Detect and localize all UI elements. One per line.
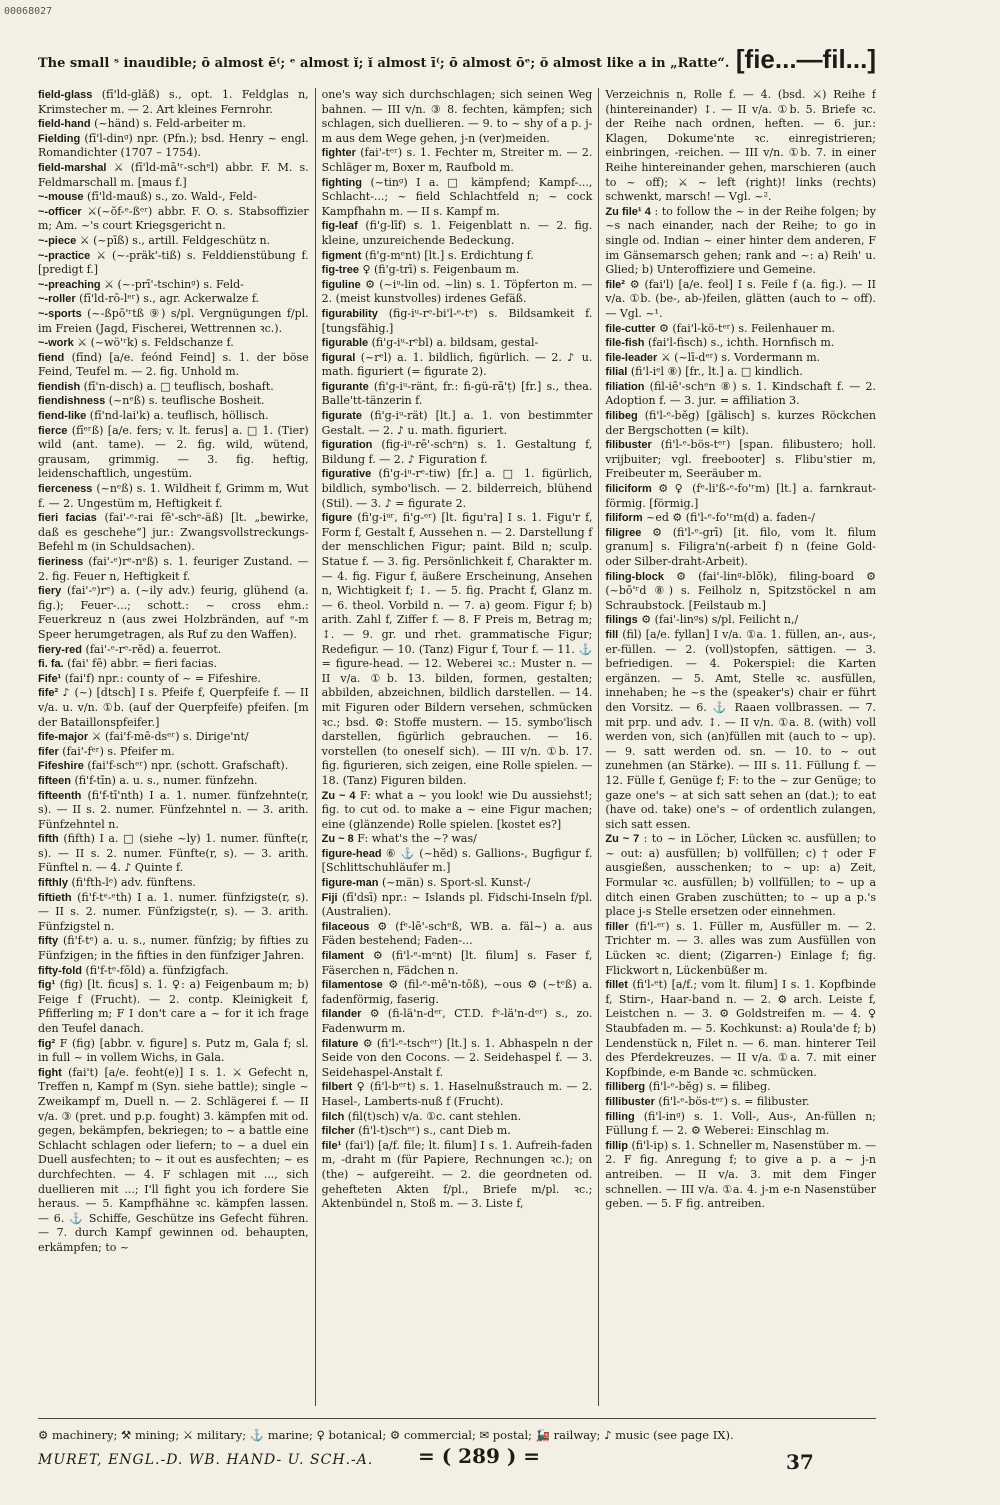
- dictionary-entry: [38, 978, 309, 1036]
- entry-definition: ⚙ ♀ (fᵉ-li'ß-ᵉ-fo'ʳm) [lt.] a. farnkraut-förmig. [förmig.]: [605, 482, 876, 510]
- dictionary-entry: [322, 847, 593, 876]
- dictionary-entry: [322, 1110, 593, 1125]
- entry-definition: : to ~ in Löcher, Lücken ꝛc. ausfüllen; to ~ out: a) ausfüllen; b) vollfüllen; c) † oder F ausgießen, ausschenken; to ~ up: a) Zeit, Formular ꝛc. ausfüllen; b) vollfüllen; to ~ up a ditch einen Graben zuschütten; to ~ up a p.'s place j-s Stelle ersetzen oder einnehmen.: [605, 832, 876, 919]
- dictionary-entry: [38, 278, 309, 293]
- dictionary-entry: [38, 964, 309, 979]
- entry-definition: (fifth) I a. □ (siehe ~ly) 1. numer. fünfte(r, s). — II s. 2. numer. Fünfte(r, s). — 3. arith. Fünftel n. — 4. ♪ Quinte f.: [38, 832, 309, 875]
- entry-headword: fierceness: [38, 483, 93, 496]
- entry-headword: ~-roller: [38, 293, 76, 306]
- entry-headword: fifty-fold: [38, 964, 82, 977]
- entry-definition: (fi'g-iᵘ-rät) [lt.] a. 1. von bestimmter Gestalt. — 2. ♪ u. math. figuriert.: [321, 409, 593, 437]
- entry-definition: ⚙ (fai'-linᵍs) s/pl. Feilicht n,/: [641, 613, 799, 627]
- entry-headword: figurability: [321, 307, 378, 320]
- entry-definition: ~ed ⚙ (fi'l-ᵉ-fo'ʳm(d) a. faden-/: [646, 511, 815, 525]
- entry-definition: (fī'ld-glăß) s., opt. 1. Feldglas n, Krimstecher m. — 2. Art kleines Fernrohr.: [38, 88, 309, 116]
- entry-definition: ⑥ ⚓ (~hĕd) s. Gallions-, Bugfigur f. [Schlittschuhläufer m.]: [321, 846, 593, 875]
- dictionary-entry: [38, 686, 309, 730]
- entry-headword: filch: [321, 1110, 345, 1123]
- entry-headword: figurante: [321, 380, 369, 393]
- entry-headword: fierce: [38, 424, 68, 437]
- dictionary-entry: [38, 132, 309, 161]
- entry-headword: file-cutter: [605, 322, 656, 335]
- dictionary-entry: [605, 365, 876, 380]
- entry-headword: fiend: [38, 351, 65, 364]
- dictionary-entry: [322, 467, 593, 511]
- entry-definition: (fai'-tᵉʳ) s. 1. Fechter m, Streiter m. — 2. Schläger m, Boxer m, Raufbold m.: [321, 146, 593, 174]
- entry-definition: (fai'-fᵉʳ) s. Pfeifer m.: [62, 744, 175, 758]
- dictionary-entry: [38, 730, 309, 745]
- entry-headword: filing-block: [605, 570, 665, 583]
- dictionary-entry: [38, 88, 309, 117]
- entry-headword: fiendishness: [38, 395, 106, 408]
- entry-headword: fig¹: [38, 979, 56, 992]
- dictionary-entry: [605, 1139, 876, 1212]
- entry-definition: (fi'l-ᵉ-bös-tᵉʳ) [span. filibustero; holl. vrijbuiter; vgl. freebooter] s. Flibu'stier m, Freibeuter m, Seeräuber m.: [605, 438, 876, 481]
- entry-definition: (fi'l-ᵉʳ) s. 1. Füller m, Ausfüller m. — 2. Trichter m. — 3. alles was zum Ausfüllen von Lücken ꝛc. dient; (Zigarren-) Einlage f; fig. Flickwort n, Lückenbüßer m.: [605, 919, 876, 977]
- entry-headword: filiciform: [605, 483, 652, 496]
- entry-headword: fight: [38, 1066, 62, 1079]
- entry-definition: ⚙ (fai'l) [a/e. feol] I s. Feile f (a. fig.). — II v/a. ①b. (be-, ab-)feilen, glätten (auch to ~ off). — Vgl. ~¹.: [605, 277, 876, 320]
- entry-definition: ⚙ (fai'-linᵍ-blŏk), filing-board ⚙ (~bō'ʳd ⑧) s. Feilholz n, Spitzstöckel n am Schraubstock. [Feilstaub m.]: [605, 569, 876, 612]
- entry-definition: (fi'fth-lᵉ) adv. fünftens.: [71, 876, 196, 890]
- entry-headword: fighting: [321, 176, 362, 189]
- dictionary-entry: [605, 511, 876, 526]
- entry-definition: ⚙ (~iᵘ-lin od. ~lin) s. 1. Töpferton m. — 2. (meist kunstvolles) irdenes Gefäß.: [321, 277, 593, 306]
- entry-headword: fillet: [605, 979, 628, 992]
- entry-definition: (fig-iᵘ-rē'-schᵉn) s. 1. Gestaltung f, Bildung f. — 2. ♪ Figuration f.: [321, 438, 593, 466]
- dictionary-entry: [38, 161, 309, 190]
- entry-definition: (fi'g-līf) s. 1. Feigenblatt n. — 2. fig. kleine, unzureichende Bedeckung.: [321, 219, 593, 247]
- dictionary-entry: [38, 234, 309, 249]
- entry-definition: ⚙ (fᵉ-lē'-schᵉß, WB. a. fäl~) a. aus Fäden bestehend; Faden-...: [321, 919, 593, 948]
- dictionary-entry: [38, 190, 309, 205]
- dictionary-entry: [605, 1110, 876, 1139]
- entry-definition: (fil) [a/e. fyllan] I v/a. ①a. 1. füllen, an-, aus-, er-füllen. — 2. (voll)stopfen, sättigen. — 3. befriedigen. — 4. Pokerspiel: die Karten ergänzen. — 5. Amt, Stelle ꝛc. ausfüllen, innehaben; he ~s the (speaker's) chair er führt den Vorsitz. — 6. ⚓ Raaen vollbrassen. — 7. mit prp. und adv. ↕. — II v/n. ①a. 8. (with) voll werden von, sich (an)füllen mit (auch to ~ up). — 9. satt werden od. sn. — 10. to ~ out zunehmen (an Stärke). — III s. 11. Füllung f. — 12. Fülle f, Genüge f; F: to the ~ zur Genüge; to gaze one's ~ at sich satt sehen an (dat.); to eat (have od. take) one's ~ of ordentlich zulangen, sich satt essen.: [605, 627, 876, 831]
- entry-definition: (fī'ld-mauß) s., zo. Wald-, Feld-: [87, 190, 257, 204]
- entry-headword: fi. fa.: [38, 658, 64, 671]
- entry-definition: (~män) s. Sport-sl. Kunst-/: [382, 876, 531, 890]
- entry-headword: filbert: [321, 1081, 353, 1094]
- entry-headword: filander: [321, 1008, 362, 1021]
- entry-definition: (fi'l-ᵉ-bös-tᵉʳ) s. = filibuster.: [658, 1094, 810, 1108]
- dictionary-entry: [322, 336, 593, 351]
- dictionary-entry: [38, 934, 309, 963]
- dictionary-entry: [38, 832, 309, 876]
- entry-definition: F (fig) [abbr. v. figure] s. Putz m, Gala f; sl. in full ~ in vollem Wichs, in Gala.: [38, 1036, 309, 1065]
- entry-definition: (fi'l-iᵉl ⑧) [fr., lt.] a. □ kindlich.: [630, 365, 803, 379]
- dictionary-entry: [38, 117, 309, 132]
- dictionary-entry: [322, 978, 593, 1007]
- entry-definition: (fī'nd-lai'k) a. teuflisch, höllisch.: [89, 409, 269, 423]
- entry-definition: ⚔ (~wö'ʳk) s. Feldschanze f.: [77, 336, 234, 350]
- dictionary-entry: [322, 88, 593, 146]
- dictionary-entry: [605, 409, 876, 438]
- entry-definition: (fī'dsī) npr.: ~ Islands pl. Fidschi-Inseln f/pl. (Australien).: [321, 890, 593, 919]
- entry-definition: (fi'l-ᵉ-bĕg) [gälisch] s. kurzes Röckchen der Bergschotten (= kilt).: [605, 409, 876, 437]
- entry-headword: file¹: [321, 1139, 342, 1152]
- dictionary-entry: [322, 219, 593, 248]
- entry-definition: (fil(t)sch) v/a. ①c. cant stehlen.: [347, 1109, 522, 1123]
- entry-definition: ⚙ (fi'l-ᵉ-mᵉnt) [lt. filum] s. Faser f, Fäserchen n, Fädchen n.: [321, 949, 593, 977]
- entry-headword: figuline: [321, 278, 361, 291]
- dictionary-entry: [605, 832, 876, 920]
- entry-definition: (fi'l-t)schᵉʳ) s., cant Dieb m.: [358, 1124, 511, 1138]
- dictionary-entry: [322, 438, 593, 467]
- entry-headword: figurable: [321, 337, 369, 350]
- entry-headword: fife-major: [38, 731, 89, 744]
- dictionary-entry: [38, 876, 309, 891]
- entry-headword: fieri facias: [38, 512, 97, 525]
- entry-headword: file-fish: [605, 337, 645, 350]
- entry-headword: ~-practice: [38, 249, 91, 262]
- entry-definition: (fai' fē) abbr. = fieri facias.: [67, 657, 218, 671]
- entry-headword: filliberg: [605, 1081, 646, 1094]
- entry-definition: ⚙ (fi'l-ᵉ-tschᵉʳ) [lt.] s. 1. Abhaspeln n der Seide von den Cocons. — 2. Seidehaspel f. — 3. Seidehaspel-Anstalt f.: [321, 1036, 593, 1079]
- entry-definition: (fīnd) [a/e. feónd Feind] s. 1. der böse Feind, Teufel m. — 2. fig. Unhold m.: [38, 350, 309, 379]
- entry-definition: ♀ (fi'g-trī) s. Feigenbaum m.: [362, 263, 520, 277]
- entry-definition: ⚙ (fil-ᵉ-mē'n-tōß), ~ous ⚙ (~tᵉß) a. fadenförmig, faserig.: [321, 978, 593, 1006]
- entry-definition: ♪ (~) [dtsch] I s. Pfeife f, Querpfeife f. — II v/a. u. v/n. ①b. (auf der Querpfeife) pfeifen. [m der Bataillonspfeifer.]: [38, 686, 309, 729]
- dictionary-entry: [38, 394, 309, 409]
- column-middle: [315, 88, 600, 1406]
- entry-definition: (fai'l) [a/f. file; lt. filum] I s. 1. Aufreih-faden m, -draht m (für Papiere, Rechnungen ꝛc.); on (the) ~ aufgereiht. — 2. die geordneten od. gehefteten Akten f/pl., Briefe m/pl. ꝛc.; Aktenbündel n, Stoß m. — 3. Liste f,: [321, 1138, 593, 1211]
- entry-headword: ~-mouse: [38, 191, 84, 204]
- entry-headword: filler: [605, 920, 629, 933]
- dictionary-entry: [322, 1007, 593, 1036]
- entry-headword: fig²: [38, 1037, 56, 1050]
- dictionary-entry: [605, 205, 876, 278]
- dictionary-entry: [322, 1080, 593, 1109]
- dictionary-entry: [38, 657, 309, 672]
- dictionary-entry: [605, 1095, 876, 1110]
- dictionary-entry: [322, 511, 593, 788]
- dictionary-entry: [38, 409, 309, 424]
- scan-id: 00068027: [4, 6, 53, 17]
- entry-definition: (fig) [lt. ficus] s. 1. ♀: a) Feigenbaum m; b) Feige f (Frucht). — 2. contp. Kleinigkeit f, Pfifferling m; F I don't care a ~ for it ich frage den Teufel danach.: [38, 978, 309, 1035]
- entry-headword: filings: [605, 614, 638, 627]
- entry-definition: (fi'g-iᵘʳ, fi'g-ᵉʳ) [lt. figu'ra] I s. 1. Figu'r f, Form f, Gestalt f, Aussehen n. — 2. Darstellung f der menschlichen Figur; paint. Bild n; sculp. Statue f. — 3. fig. Persönlichkeit f, Charakter m. — 4. fig. Figur f, äußere Erscheinung, Ansehen n, Wichtigkeit f; ↕. — 5. fig. Pracht f, Glanz m. — 6. theol. Vorbild n. — 7. a) geom. Figur f; b) arith. Zahl f, Ziffer f. — 8. F Preis m, Betrag m; ↕. — 9. gr. und rhet. grammatische Figur; Redefigur. — 10. (Tanz) Figur f, Tour f. — 11. ⚓ = figure-head. — 12. Weberei ꝛc.: Muster n. — II v/a. ①b. 13. bilden, formen, gestalten; abbilden, abzeichnen, bildlich darstellen. — 14. mit Figuren oder Bildern versehen, schmücken ꝛc.; bsd. ⚙: Stoffe mustern. — 15. symbo'lisch darstellen, figürlich gebrauchen. — 16. vorstellen (to oneself sich). — III v/n. ①b. 17. fig. figurieren, sich zeigen, eine Rolle spielen. — 18. (Tanz) Figuren bilden.: [321, 511, 593, 787]
- entry-headword: filature: [321, 1037, 359, 1050]
- dictionary-entry: [38, 555, 309, 584]
- entry-definition: (fi'f-tī'nth) I a. 1. numer. fünfzehnte(r, s). — II s. 2. numer. Fünfzehntel n. — 3. arith. Fünfzehntel n.: [38, 788, 309, 831]
- entry-headword: fiend-like: [38, 410, 87, 423]
- entry-definition: (fai'-ᵉ)rᵉ-nᵉß) s. 1. feuriger Zustand. — 2. fig. Feuer n, Heftigkeit f.: [38, 555, 309, 583]
- entry-headword: Zu ~ 8: [321, 833, 354, 846]
- dictionary-entry: [605, 1080, 876, 1095]
- dictionary-entry: [605, 978, 876, 1080]
- dictionary-entry: [38, 1066, 309, 1256]
- dictionary-entry: [38, 205, 309, 234]
- entry-definition: ⚔ (~-prī'-tschinᵍ) s. Feld-: [104, 277, 244, 291]
- entry-headword: fig-leaf: [321, 220, 358, 233]
- entry-definition: ⚔ (~-präk'-tiß) s. Felddienstübung f. [predigt f.]: [38, 248, 309, 277]
- entry-headword: filial: [605, 366, 628, 379]
- entry-definition: (~tinᵍ) I a. □ kämpfend; Kampf-..., Schlacht-...; ~ field Schlachtfeld n; ~ cock Kampfhahn m. — II s. Kampf m.: [321, 175, 593, 218]
- entry-headword: Fifeshire: [38, 760, 84, 773]
- entry-headword: Fife¹: [38, 672, 62, 685]
- entry-definition: (fi'g-iᵘ-rᵉbl) a. bildsam, gestal-: [371, 336, 539, 350]
- entry-headword: file-leader: [605, 351, 658, 364]
- entry-definition: (fī'n-disch) a. □ teuflisch, boshaft.: [83, 379, 274, 393]
- column-left: [38, 88, 309, 1406]
- entry-definition: (fi'g-iᵘ-rᵉ-tiw) [fr.] a. □ 1. figürlich, bildlich, symbo'lisch. — 2. bilderreich, blühend (Stil). — 3. ♪ = figurate 2.: [321, 467, 593, 510]
- entry-headword: fiftieth: [38, 891, 72, 904]
- dictionary-entry: [38, 292, 309, 307]
- dictionary-entry: [38, 789, 309, 833]
- entry-headword: filcher: [321, 1125, 355, 1138]
- dictionary-entry: [38, 1037, 309, 1066]
- dictionary-entry: [322, 249, 593, 264]
- entry-definition: (fī'l-dinᵍ) npr. (Pfn.); bsd. Henry ~ engl. Romandichter (1707 – 1754).: [38, 131, 309, 160]
- dictionary-entry: [605, 628, 876, 832]
- dictionary-entry: [38, 774, 309, 789]
- pronunciation-header: The small ˢ inaudible; ō almost ē⁽; ᵉ almost ĭ; ĭ almost ī⁽; ō almost ōᵉ; ŏ almost like a in „Ratte“.: [38, 56, 730, 71]
- entry-definition: (fi'l-ᵉ-bĕg) s. = filibeg.: [648, 1080, 771, 1094]
- dictionary-entry: [605, 526, 876, 570]
- entry-definition: (fi'l-ᵉt) [a/f.; vom lt. filum] I s. 1. Kopfbinde f, Stirn-, Haar-band n. — 2. ⚙ arch. Leiste f, Leistchen n. — 3. ⚙ Goldstreifen m. — 4. ♀ Staubfaden m. — 5. Kochkunst: a) Roula'de f; b) Lendenstück n, Filet n. — 6. man. hinterer Teil des Pferdekreuzes. — II v/a. ①a. 7. mit einer Kopfbinde, e-m Bande ꝛc. schmücken.: [605, 978, 876, 1079]
- entry-definition: one's way sich durchschlagen; sich seinen Weg bahnen. — III v/n. ③ 8. fechten, kämpfen; sich schlagen, sich duellieren. — 9. to ~ shy of a p. j-m aus dem Wege gehen, j-n (ver)meiden.: [321, 88, 593, 145]
- entry-definition: ⚙ (fi'l-ᵉ-grī) [it. filo, vom lt. filum granum] s. Filigra'n(-arbeit f) n (feine Gold- oder Silber-draht-Arbeit).: [605, 525, 876, 568]
- entry-headword: fiery: [38, 585, 62, 598]
- entry-headword: ~-officer: [38, 205, 82, 218]
- dictionary-entry: [322, 949, 593, 978]
- entry-definition: F: what's the ~? was/: [357, 832, 477, 846]
- entry-headword: fieriness: [38, 556, 84, 568]
- entry-definition: (fīᵉʳß) [a/e. fers; v. lt. ferus] a. □ 1. (Tier) wild (ant. tame). — 2. fig. wild, wütend, grausam, grimmig. — 3. fig. heftig, leidenschaftlich, ungestüm.: [38, 423, 309, 481]
- dictionary-entry: [322, 380, 593, 409]
- entry-headword: Fiji: [321, 891, 338, 904]
- entry-definition: (fi'f-tᵉ) a. u. s., numer. fünfzig; by fifties zu Fünfzigen; in the fifties in den fünfziger Jahren.: [38, 934, 309, 963]
- entry-headword: ~-sports: [38, 307, 82, 320]
- sheet-number: 37: [786, 1450, 814, 1474]
- page-number: = ( 289 ) =: [418, 1444, 541, 1468]
- dictionary-entry: [605, 920, 876, 978]
- dictionary-entry: [38, 643, 309, 658]
- entry-definition: (fi'f-tᵉ-ᵉth) I a. 1. numer. fünfzigste(r, s). — II s. 2. numer. Fünfzigste(r, s). — 3. arith. Fünfzigstel n.: [38, 890, 309, 933]
- entry-headword: fife²: [38, 687, 59, 700]
- dictionary-entry: [38, 482, 309, 511]
- dictionary-entry: [38, 584, 309, 642]
- entry-headword: filling: [605, 1110, 635, 1123]
- entry-definition: (fai'-ᵉ-rᵉ-rĕd) a. feuerrot.: [85, 642, 222, 656]
- entry-headword: figural: [321, 351, 356, 364]
- entry-definition: (fī'ld-rō-lᵉʳ) s., agr. Ackerwalze f.: [79, 292, 260, 306]
- dictionary-entry: [38, 672, 309, 687]
- entry-headword: fiery-red: [38, 643, 83, 656]
- entry-headword: file²: [605, 278, 625, 291]
- dictionary-entry: [605, 322, 876, 337]
- dictionary-entry: [322, 832, 593, 847]
- entry-definition: (~händ) s. Feld-arbeiter m.: [94, 117, 247, 131]
- dictionary-entry: [38, 351, 309, 380]
- entry-definition: (~nᵉß) s. 1. Wildheit f, Grimm m, Wut f. — 2. Ungestüm m, Heftigkeit f.: [38, 482, 309, 510]
- entry-headword: fill: [605, 628, 619, 641]
- entry-definition: (fi'l-ip) s. 1. Schneller m, Nasenstüber m. — 2. F fig. Anregung f; to give a p. a ~ j-n antreiben. — II v/a. 3. mit dem Finger schnellen. — III v/a. ①a. 4. j-m e-n Nasenstüber geben. — 5. F fig. antreiben.: [605, 1138, 876, 1211]
- dictionary-entry: [322, 1124, 593, 1139]
- dictionary-entry: [322, 263, 593, 278]
- dictionary-entry: [605, 570, 876, 614]
- dictionary-entry: [605, 351, 876, 366]
- entry-headword: figure-man: [321, 877, 379, 890]
- entry-definition: (fai'f-schᵉʳ) npr. (schott. Grafschaft).: [87, 759, 289, 773]
- entry-definition: ⚔ (~pīß) s., artill. Feldgeschütz n.: [79, 233, 271, 247]
- dictionary-entry: [322, 146, 593, 175]
- entry-headword: fifer: [38, 745, 59, 758]
- page-range-tag: [fie...—fil...]: [735, 44, 876, 74]
- dictionary-entry: [322, 278, 593, 307]
- entry-definition: (~rᵉl) a. 1. bildlich, figürlich. — 2. ♪ u. math. figuriert (= figurate 2).: [321, 350, 593, 379]
- entry-headword: field-hand: [38, 118, 91, 131]
- book-imprint: MURET, ENGL.-D. WB. HAND- U. SCH.-A.: [38, 1452, 374, 1468]
- entry-definition: (fil-iē'-schᵉn ⑧) s. 1. Kindschaft f. — 2. Adoption f. — 3. jur. = affiliation 3.: [605, 379, 876, 408]
- entry-headword: filigree: [605, 526, 642, 539]
- entry-headword: Fielding: [38, 132, 81, 145]
- entry-headword: ~-preaching: [38, 278, 101, 291]
- dictionary-entry: [605, 88, 876, 205]
- entry-headword: filaceous: [321, 920, 370, 933]
- entry-headword: figure-head: [321, 847, 382, 860]
- dictionary-entry: [322, 920, 593, 949]
- entry-definition: ♀ (fi'l-bᵉʳt) s. 1. Haselnußstrauch m. — 2. Hasel-, Lamberts-nuß f (Frucht).: [321, 1080, 593, 1108]
- entry-definition: (fi'f-tᵉ-fōld) a. fünfzigfach.: [85, 963, 229, 977]
- dictionary-entry: [322, 351, 593, 380]
- dictionary-entry: [605, 438, 876, 482]
- entry-definition: (fai'f) npr.: county of ~ = Fifeshire.: [64, 671, 261, 685]
- dictionary-entry: [38, 336, 309, 351]
- dictionary-entry: [322, 409, 593, 438]
- entry-definition: : to follow the ~ in der Reihe folgen; by ~s nach einander, nach der Reihe; to go in single od. Indian ~ einer hinter dem anderen, F im Gänsemarsch gehen; rank and ~: a) Reih' u. Glied; b) Unteroffiziere und Gemeine.: [605, 204, 876, 277]
- dictionary-entry: [38, 891, 309, 935]
- dictionary-entry: [605, 613, 876, 628]
- dictionary-entry: [322, 307, 593, 336]
- dictionary-entry: [322, 876, 593, 891]
- entry-headword: fig-tree: [321, 264, 359, 277]
- entry-definition: (fi'f-tīn) a. u. s., numer. fünfzehn.: [74, 773, 258, 787]
- entry-headword: filament: [321, 950, 364, 963]
- dictionary-entry: [605, 380, 876, 409]
- entry-definition: Verzeichnis n, Rolle f. — 4. (bsd. ⚔) Reihe f (hintereinander) ↕. — II v/a. ①b. 5. Briefe ꝛc. der Reihe nach ordnen, heften. — 6. jur.: Klagen, Dokume'nte ꝛc. einregistrieren; einbringen, -reichen. — III v/n. ①b. 7. in einer Reihe hintereinander gehen, marschieren (auch to ~ off); ⚔ ~ left (right)! links (rechts) schwenkt, marsch! — Vgl. ~².: [605, 88, 876, 204]
- entry-definition: (fai'-ᵉ-rai fē'-schᵉ-äß) [lt. „bewirke, daß es geschehe“] jur.: Zwangsvollstreckungs-Befehl m (in Schuldsachen).: [38, 511, 309, 554]
- dictionary-entry: [322, 891, 593, 920]
- entry-definition: ⚔ (fai'f-mē-dsᵉʳ) s. Dirige'nt/: [91, 730, 249, 744]
- entry-headword: Zu file¹ 4: [605, 205, 651, 218]
- entry-headword: Zu ~ 4: [321, 789, 356, 802]
- entry-headword: filamentose: [321, 979, 383, 992]
- entry-headword: fifteen: [38, 774, 71, 787]
- entry-headword: filibuster: [605, 439, 652, 452]
- entry-headword: field-glass: [38, 89, 93, 101]
- entry-definition: (fi'g-mᵉnt) [lt.] s. Erdichtung f.: [364, 248, 534, 262]
- entry-definition: ⚙ (fai'l-kö-tᵉʳ) s. Feilenhauer m.: [658, 321, 836, 335]
- entry-definition: (fig-iᵘ-rᵉ-bi'l-ᵉ-tᵉ) s. Bildsamkeit f. [tungsfähig.]: [321, 306, 593, 335]
- entry-definition: (fai'l-fisch) s., ichth. Hornfisch m.: [647, 336, 835, 350]
- dictionary-entry: [605, 336, 876, 351]
- entry-definition: ⚔ (~lī-dᵉʳ) s. Vordermann m.: [660, 350, 821, 364]
- entry-headword: fifty: [38, 935, 59, 948]
- entry-headword: fifteenth: [38, 789, 82, 802]
- entry-headword: fifth: [38, 833, 59, 846]
- dictionary-entry: [605, 482, 876, 511]
- entry-headword: fighter: [321, 147, 356, 160]
- dictionary-entry: [38, 745, 309, 760]
- dictionary-entry: [38, 249, 309, 278]
- dictionary-entry: [38, 307, 309, 336]
- entry-headword: fillip: [605, 1139, 628, 1152]
- dictionary-entry: [38, 759, 309, 774]
- dictionary-entry: [322, 1037, 593, 1081]
- footer-divider: [38, 1418, 876, 1419]
- dictionary-columns: [38, 88, 876, 1406]
- entry-definition: (fai't) [a/e. feoht(e)] I s. 1. ⚔ Gefecht n, Treffen n, Kampf m (Syn. siehe battle); single ~ Zweikampf m, Duell n. — 2. Schlägerei f. — II v/a. ③ (pret. und p.p. fought) 3. kämpfen mit od. gegen, bekämpfen, bekriegen; to ~ a battle eine Schlacht schlagen oder liefern; to ~ a duel ein Duell ausfechten; to ~ it out es ausfechten; ~ es durchfechten. — 4. F schlagen mit ..., sich duellieren mit ...; I'll fight you ich fordere Sie heraus. — 5. Kampfhähne ꝛc. kämpfen lassen. — 6. ⚓ Schiffe, Geschütze ins Gefecht führen. — 7. durch Kampf gewinnen od. behaupten, erkämpfen; to ~: [38, 1065, 309, 1254]
- entry-headword: fiendish: [38, 380, 81, 393]
- column-right: [605, 88, 876, 1406]
- symbol-legend: ⚙ machinery; ⚒ mining; ⚔ military; ⚓ marine; ♀ botanical; ⚙ commercial; ✉ postal; 🚂 railway; ♪ music (see page IX).: [38, 1428, 734, 1442]
- entry-headword: figment: [321, 249, 362, 262]
- entry-definition: ⚔(~ŏf-ᵉ-ßᵉʳ) abbr. F. O. s. Stabsoffizier m; Am. ~'s court Kriegsgericht n.: [38, 204, 309, 233]
- entry-definition: (fai'-ᵉ)rᵉ) a. (~ily adv.) feurig, glühend (a. fig.); Feuer-...; schott.: ~ cross ehm.: Feuerkreuz n (aus zwei Holzbränden, auf ᵉ-m Speer herumgetragen, als Ruf zu den Waffen).: [38, 584, 309, 641]
- dictionary-entry: [38, 424, 309, 482]
- dictionary-entry: [38, 511, 309, 555]
- dictionary-entry: [605, 278, 876, 322]
- entry-headword: figurate: [321, 410, 363, 423]
- entry-definition: (~nᵉß) s. teuflische Bosheit.: [108, 394, 265, 408]
- entry-headword: figure: [321, 512, 353, 525]
- dictionary-entry: [322, 789, 593, 833]
- entry-definition: F: what a ~ you look! wie Du aussiehst!; fig. to cut od. to make a ~ eine Figur machen; eine (glänzende) Rolle spielen. [kostet es?]: [321, 788, 593, 831]
- entry-headword: fillibuster: [605, 1095, 655, 1108]
- entry-headword: filiation: [605, 380, 645, 393]
- entry-headword: figurative: [321, 468, 372, 481]
- entry-definition: (fi'g-iᵘ-ränt, fr.: fi-gü-rã'ṭ) [fr.] s., thea. Balle'tt-tänzerin f.: [321, 379, 593, 408]
- entry-headword: Zu ~ 7: [605, 833, 640, 846]
- entry-headword: fifthly: [38, 877, 68, 890]
- entry-definition: (~-ßpō'ʳtß ⑨) s/pl. Vergnügungen f/pl. im Freien (Jagd, Fischerei, Wettrennen ꝛc.).: [38, 306, 309, 335]
- dictionary-entry: [322, 1139, 593, 1212]
- entry-headword: filibeg: [605, 410, 638, 423]
- entry-definition: (fi'l-inᵍ) s. 1. Voll-, Aus-, An-füllen n; Füllung f. — 2. ⚙ Weberei: Einschlag m.: [605, 1109, 876, 1138]
- entry-headword: filiform: [605, 512, 643, 525]
- entry-headword: figuration: [321, 439, 373, 452]
- entry-definition: ⚔ (fī'ld-mā'ʳ-schᵉl) abbr. F. M. s. Feldmarschall m. [maus f.]: [38, 160, 309, 189]
- entry-definition: ⚙ (fi-lä'n-dᵉʳ, CT.D. fᵉ-lä'n-dᵉʳ) s., zo. Fadenwurm m.: [321, 1007, 593, 1035]
- dictionary-entry: [322, 176, 593, 220]
- entry-headword: field-marshal: [38, 161, 107, 174]
- entry-headword: ~-piece: [38, 234, 77, 247]
- dictionary-entry: [38, 380, 309, 395]
- entry-headword: ~-work: [38, 337, 74, 350]
